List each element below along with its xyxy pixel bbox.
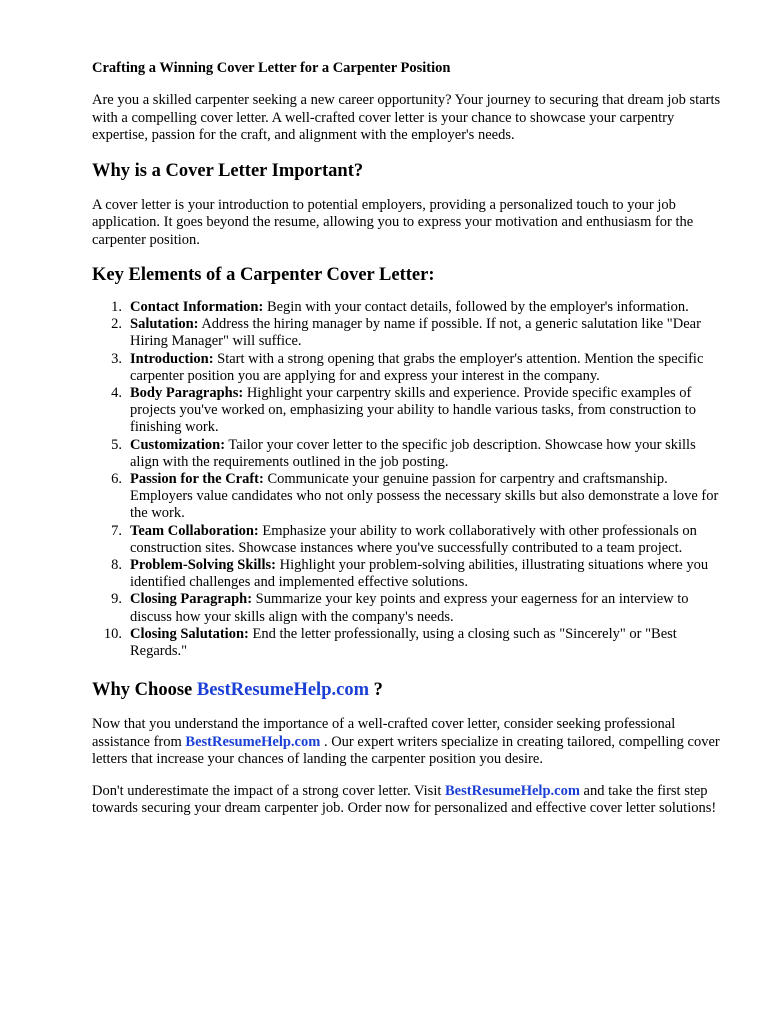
list-item-term: Problem-Solving Skills: (130, 557, 276, 574)
list-item-number: 5. (111, 436, 122, 453)
list-item (92, 626, 728, 660)
help-paragraph (92, 716, 728, 769)
why-choose-suffix: ? (368, 680, 383, 701)
list-item-text: Highlight your carpentry skills and experience. Provide specific examples of projects you've worked on, emphasizing your ability to handle various tasks, from construction to finishing work. (130, 385, 696, 436)
list-item-term: Team Collaboration: (130, 522, 259, 539)
why-paragraph: A cover letter is your introduction to potential employers, providing a personalized touch to your job application. It goes beyond the resume, allowing you to express your motivation and enthusiasm for the carpenter position. (92, 196, 694, 248)
key-elements-heading: Key Elements of a Carpenter Cover Letter: (92, 265, 435, 285)
list-item-number: 1. (111, 299, 122, 315)
list-item-text: Tailor your cover letter to the specific job description. Showcase how your skills align with the requirements outlined in the job posting. (130, 436, 696, 470)
list-item-term: Body Paragraphs: (130, 385, 244, 402)
help-link[interactable]: BestResumeHelp.com (185, 733, 321, 750)
list-item (92, 471, 728, 523)
list-item-number: 4. (111, 385, 122, 402)
list-item-number: 8. (111, 557, 122, 574)
list-item (92, 316, 728, 350)
why-choose-prefix: Why Choose (92, 680, 197, 701)
list-item (92, 385, 728, 437)
cta-link[interactable]: BestResumeHelp.com (445, 782, 580, 799)
help-text-after: . Our expert writers specialize in creating tailored, compelling cover letters that increase your chances of landing the carpenter position you desire. (92, 733, 720, 768)
list-item-term: Introduction: (130, 350, 214, 367)
why-heading: Why is a Cover Letter Important? (92, 160, 364, 181)
list-item-text: Summarize your key points and express your eagerness for an interview to discuss how your skills align with the company's needs. (130, 591, 689, 625)
list-item-text: Address the hiring manager by name if possible. If not, a generic salutation like "Dear Hiring Manager" will suffice. (130, 316, 701, 350)
list-item-number: 10. (103, 625, 122, 642)
list-item-term: Salutation: (130, 316, 199, 333)
list-item-number: 9. (111, 591, 122, 608)
list-item-number: 2. (111, 316, 122, 333)
list-item (92, 591, 728, 625)
list-item-text: Begin with your contact details, followed by the employer's information. (263, 299, 689, 315)
list-item-term: Customization: (130, 436, 226, 453)
list-item-text: Emphasize your ability to work collaboratively with other professionals on construction sites. Showcase instances where you've successfully contributed to a team project. (130, 522, 697, 556)
list-item-number: 7. (111, 522, 122, 539)
list-item-text: Start with a strong opening that grabs the employer's attention. Mention the specific carpenter position you are applying for and express your interest in the company. (130, 350, 704, 384)
why-choose-link[interactable]: BestResumeHelp.com (196, 680, 369, 701)
list-item (92, 437, 728, 471)
list-item-term: Contact Information: (130, 299, 264, 315)
cta-text-after: and take the first step towards securing your dream carpenter job. Order now for personalized and effective cover letter solutions! (92, 782, 717, 817)
list-item-text: Communicate your genuine passion for carpentry and craftsmanship. Employers value candidates who not only possess the necessary skills but also demonstrate a love for the work. (130, 471, 719, 522)
list-item-number: 6. (111, 471, 122, 488)
list-item-term: Passion for the Craft: (130, 471, 264, 488)
intro-paragraph: Are you a skilled carpenter seeking a new career opportunity? Your journey to securing that dream job starts with a compelling cover letter. A well-crafted cover letter is your chance to showcase your carpentry expertise, passion for the craft, and alignment with the employer's needs. (92, 92, 721, 143)
cta-paragraph (92, 783, 728, 818)
list-item-term: Closing Salutation: (130, 625, 249, 642)
key-elements-list (92, 299, 728, 660)
list-item-text: Highlight your problem-solving abilities, illustrating situations where you identified challenges and implemented effective solutions. (130, 557, 709, 591)
why-choose-heading (92, 678, 728, 702)
help-text-before: Now that you understand the importance of a well-crafted cover letter, consider seeking professional assistance from (92, 716, 676, 750)
document-page (92, 58, 728, 818)
list-item-text: End the letter professionally, using a closing such as "Sincerely" or "Best Regards." (130, 625, 677, 660)
list-item-term: Closing Paragraph: (130, 591, 253, 608)
document-title: Crafting a Winning Cover Letter for a Carpenter Position (92, 60, 451, 76)
list-item (92, 557, 728, 591)
list-item (92, 523, 728, 557)
list-item (92, 299, 728, 316)
list-item (92, 351, 728, 385)
list-item-number: 3. (111, 350, 122, 367)
cta-text-before: Don't underestimate the impact of a strong cover letter. Visit (92, 782, 446, 799)
